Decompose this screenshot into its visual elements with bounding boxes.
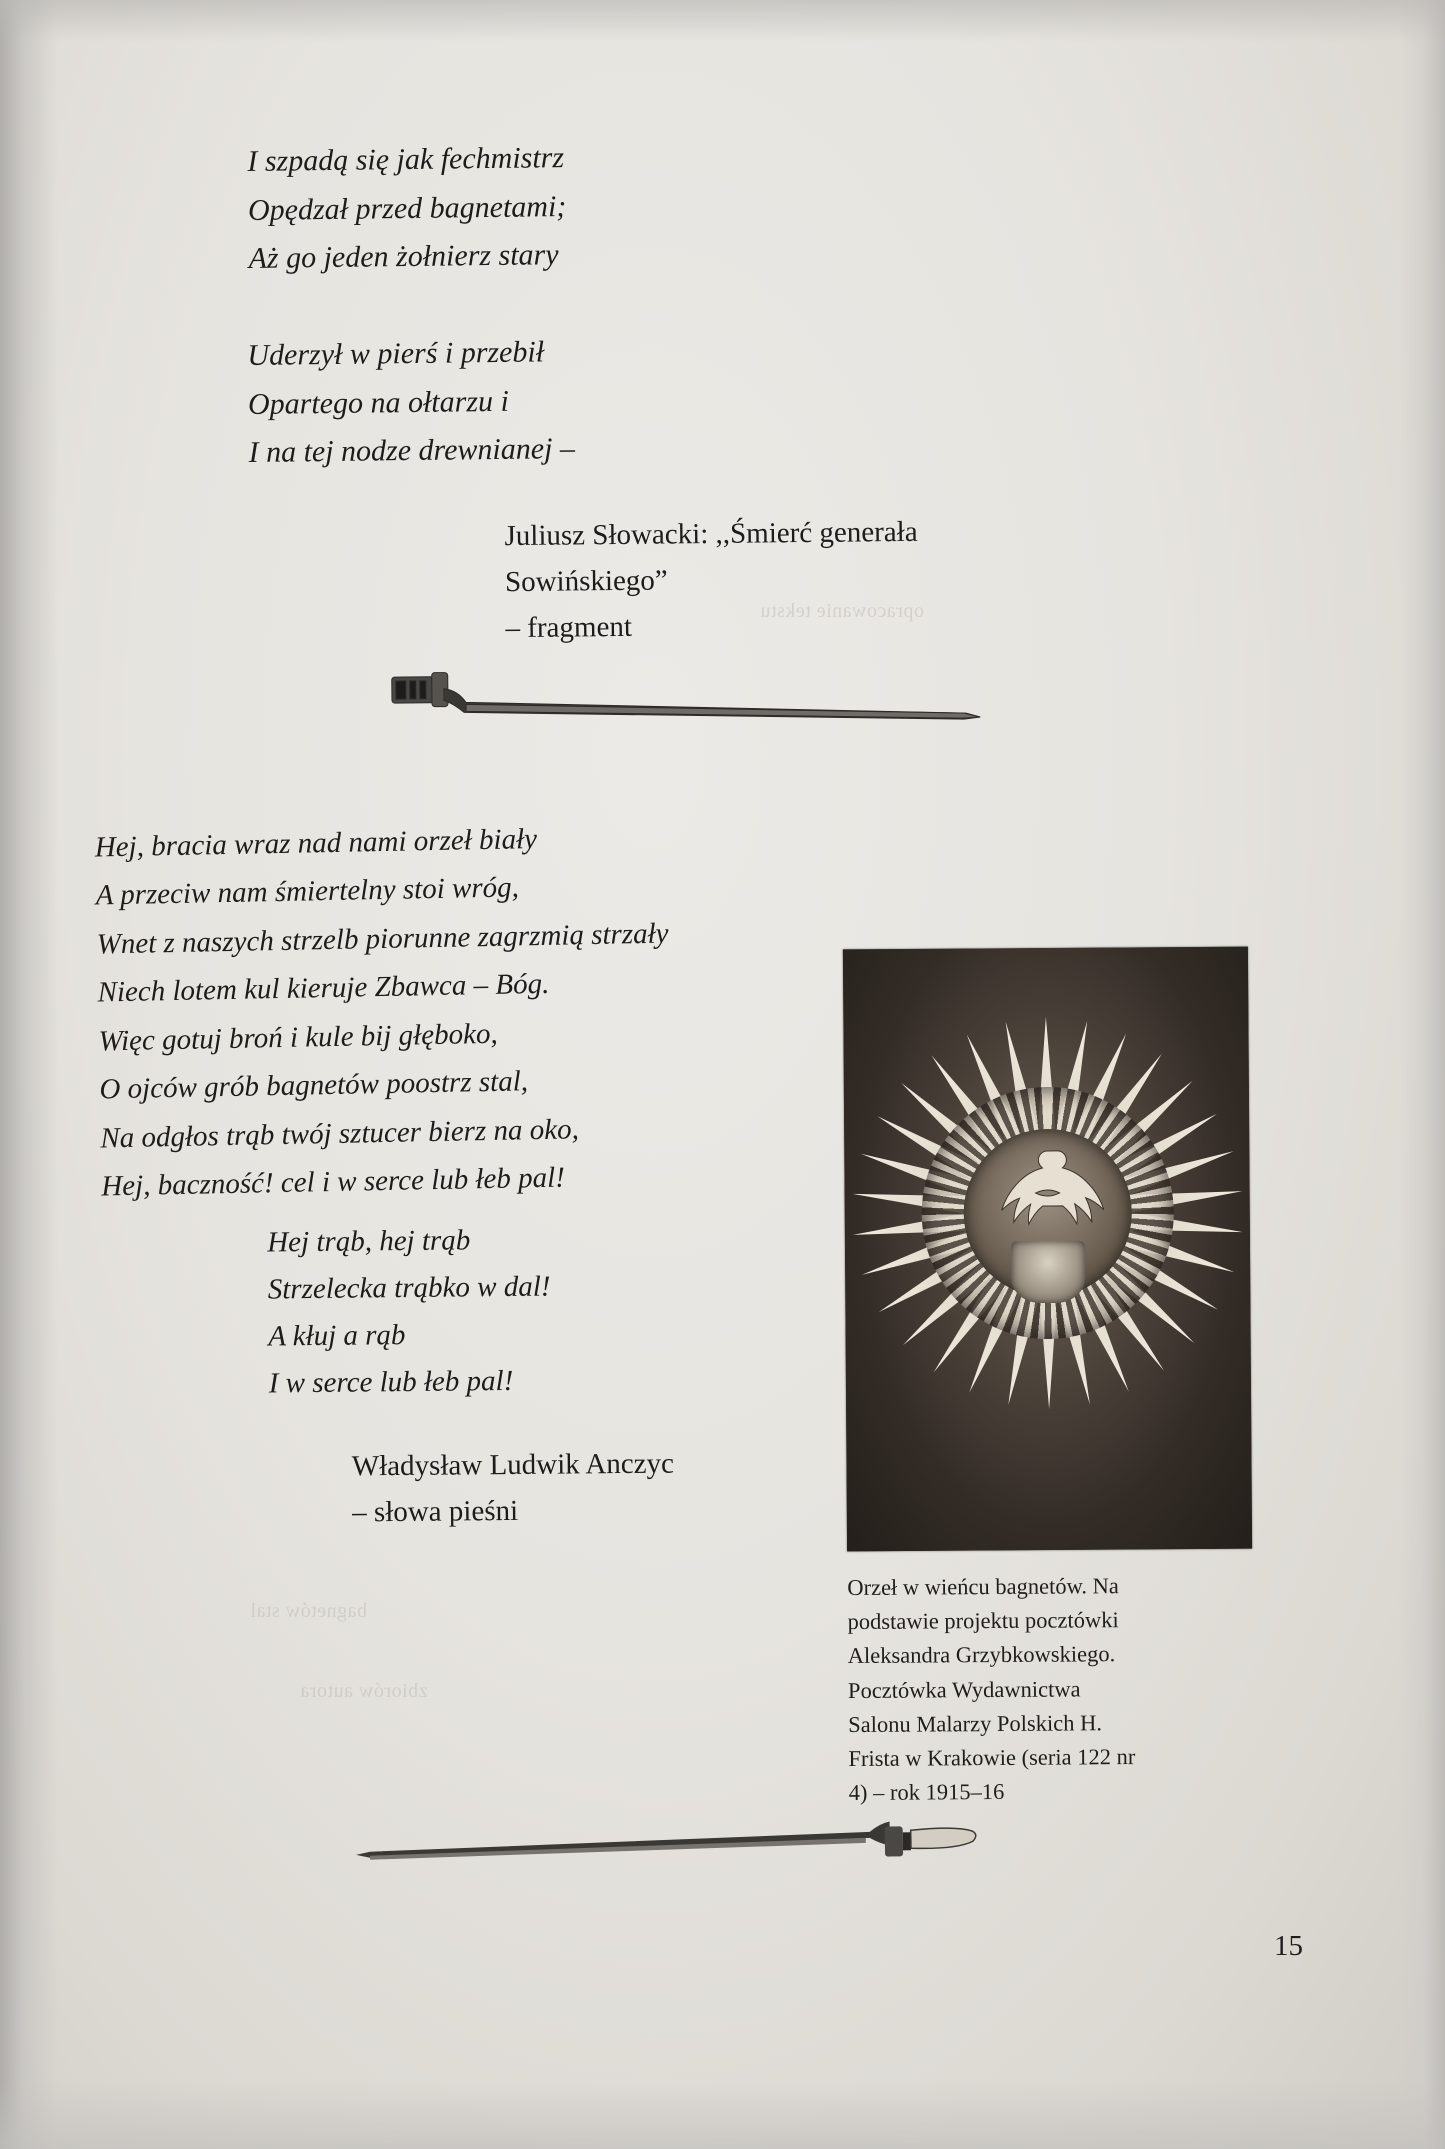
showthrough-text-a: opracowanie tekstu [760,600,924,622]
figure-image [843,947,1252,1552]
bayonet-rule-bottom-icon [349,1805,990,1900]
page-edge-bottom-shadow [0,2079,1445,2149]
figure-eagle-in-bayonet-wreath [843,947,1252,1552]
figure-caption: Orzeł w wieńcu bagnetów. Na podstawie projektu pocztówki Aleksandra Grzybkowskiego. Pocztówka Wydawnictwa Salonu Malarzy Polskich H. Frista w Krakowie (seria 122 nr 4) – rok 1915–16 [847,1573,1136,1806]
page-edge-right-shadow [1399,0,1445,2149]
showthrough-text-c: zbiorów autora [300,1680,428,1702]
poem-stanza-slowacki-2: Uderzył w pierś i przebił Opartego na ołtarzu i I na tej nodze drewnianej – [247,335,576,470]
page-number: 15 [1274,1930,1303,1962]
attribution-anczyc: Władysław Ludwik Anczyc – słowa pieśni [351,1447,675,1529]
bayonet-rule-top-icon [380,657,1001,748]
eagle-shield [1010,1241,1084,1304]
poem-stanza-anczyc-1: Hej, bracia wraz nad nami orzeł biały A przeciw nam śmiertelny stoi wróg, Wnet z naszych strzelb piorunne zagrzmią strzały Niech lotem kul kieruje Zbawca – Bóg. Więc gotuj broń i kule bij głęboko, O ojców grób bagnetów poostrz stal, Na odgłos trąb twój sztucer bierz na oko, Hej, baczność! cel i w serce lub łeb pal! [94,823,669,1203]
page-edge-left-shadow [0,0,58,2149]
poem-stanza-slowacki-1: I szpadą się jak fechmistrz Opędzał przed bagnetami; Aż go jeden żołnierz stary [247,141,567,276]
attribution-slowacki: Juliusz Słowacki: ,,Śmierć generała Sowińskiego” – fragment [504,515,918,644]
poem-refrain-anczyc: Hej trąb, hej trąb Strzelecka trąbko w dal! A kłuj a rąb I w serce lub łeb pal! [267,1224,551,1400]
showthrough-text-b: bagnetów stal [250,1600,368,1622]
page-edge-top-shadow [0,0,1445,42]
